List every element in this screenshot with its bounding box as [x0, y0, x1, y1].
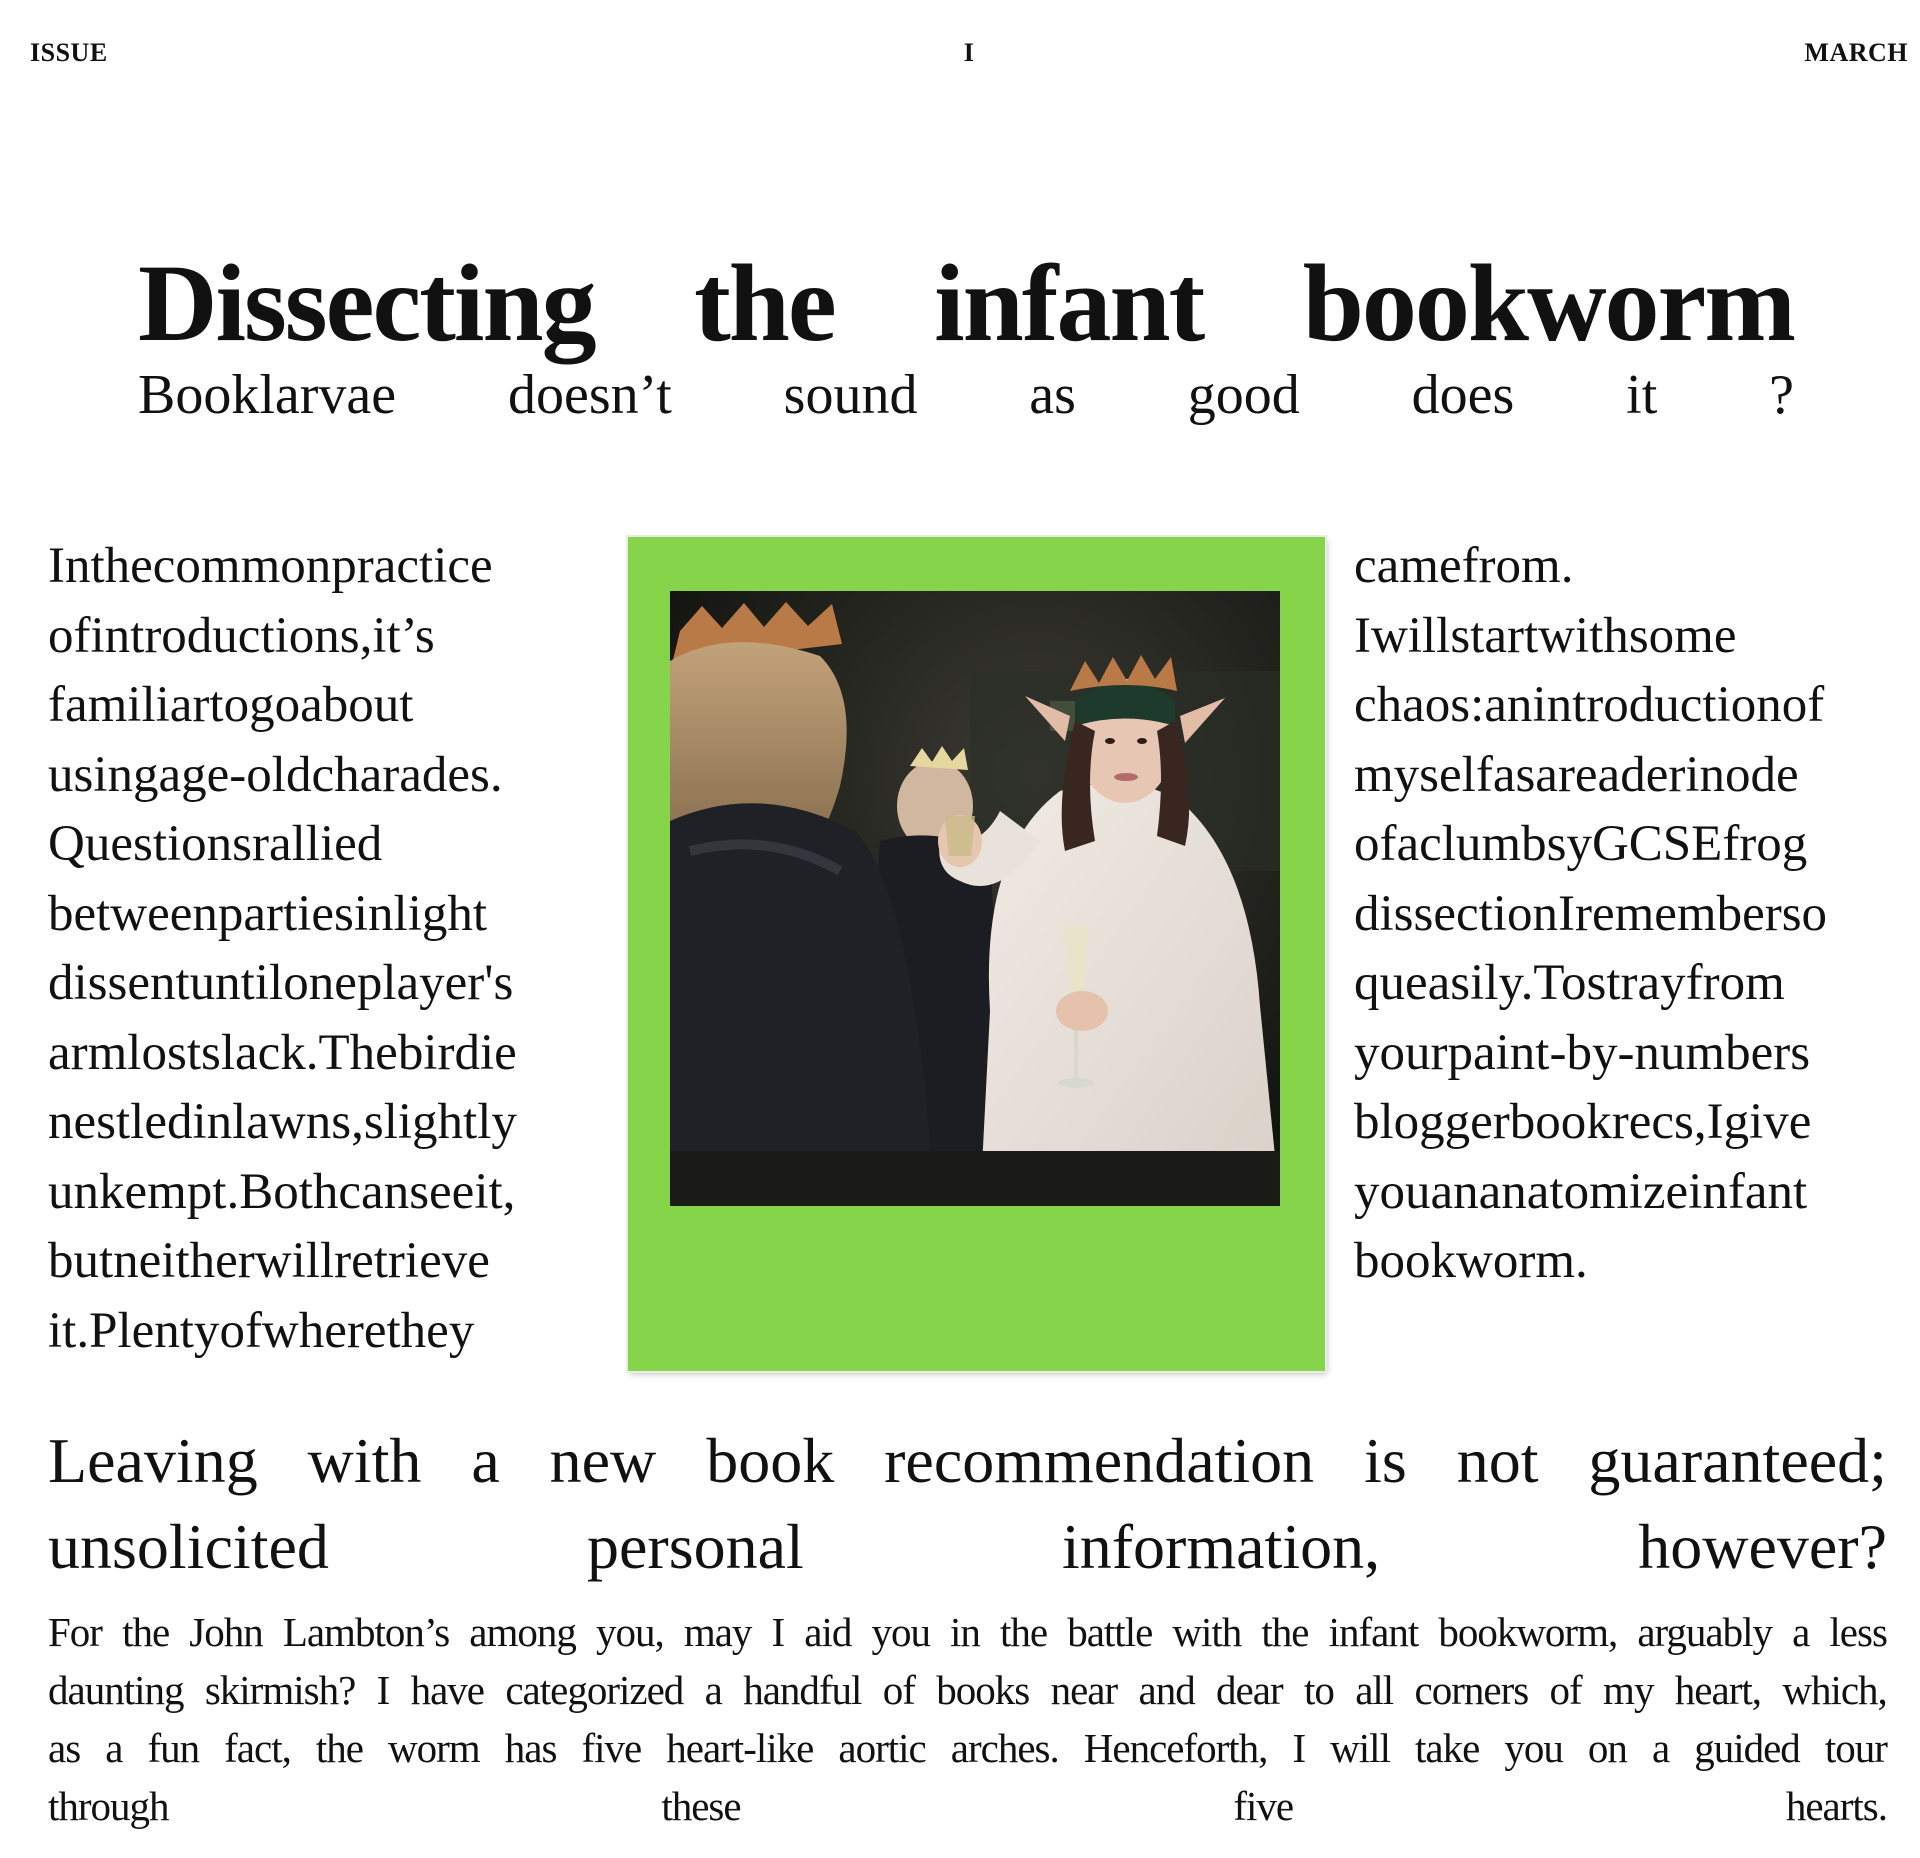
word: arches. — [950, 1725, 1059, 1771]
word: less — [1829, 1609, 1887, 1655]
word: tour — [1824, 1725, 1887, 1771]
word: five — [1233, 1783, 1294, 1829]
word: books — [936, 1667, 1030, 1713]
subtitle-word: sound — [783, 364, 918, 426]
pull-quote — [48, 1418, 1887, 1590]
text-line: chaos:anintroductionof — [1354, 677, 1825, 733]
word: John — [189, 1609, 263, 1655]
word: have — [410, 1667, 485, 1713]
title-word: the — [694, 242, 835, 364]
subtitle-word: good — [1187, 364, 1300, 426]
text-line: familiartogoabout — [48, 677, 414, 733]
text-line: myselfasareaderinode — [1354, 746, 1799, 803]
word: recommendation — [884, 1425, 1315, 1496]
word: you — [871, 1609, 930, 1655]
word: the — [122, 1609, 170, 1655]
word: fun — [147, 1725, 200, 1771]
word: Henceforth, — [1083, 1725, 1268, 1771]
text-line: usingage-oldcharades. — [48, 746, 503, 803]
word: categorized — [505, 1667, 684, 1713]
word: which, — [1782, 1667, 1887, 1713]
body-line — [48, 1661, 1887, 1719]
word: book — [706, 1425, 835, 1496]
word: Leaving — [48, 1425, 258, 1496]
text-line: camefrom. — [1354, 538, 1574, 594]
spaced-letter: o — [1379, 1233, 1405, 1289]
word: through — [48, 1783, 169, 1829]
word: in — [950, 1609, 980, 1655]
spaced-letter: . — [1575, 1233, 1588, 1289]
word: For — [48, 1609, 102, 1655]
issue-label: ISSUE — [30, 38, 108, 67]
word: arguably — [1637, 1609, 1773, 1655]
right-text-column — [1354, 532, 1887, 1297]
word: aid — [804, 1609, 852, 1655]
spaced-letter: b — [1354, 1233, 1380, 1289]
word: you — [1504, 1725, 1563, 1771]
spaced-letter: o — [1492, 1233, 1519, 1289]
text-line: youananatomizeinfant — [1354, 1163, 1808, 1220]
word: of — [882, 1667, 915, 1713]
text-line: Inthecommonpractice — [48, 538, 493, 594]
text-line: Questionsrallied — [48, 816, 383, 872]
subtitle-word: as — [1029, 364, 1076, 426]
word: unsolicited — [48, 1511, 329, 1582]
text-line: yourpaint-by-numbers — [1354, 1024, 1811, 1081]
word: with — [1172, 1609, 1242, 1655]
word: corners — [1414, 1667, 1529, 1713]
issue-header — [30, 38, 1908, 68]
word: five — [581, 1725, 642, 1771]
word: may — [683, 1609, 752, 1655]
text-line: dissentuntiloneplayer's — [48, 955, 514, 1011]
title-word: infant — [934, 242, 1204, 364]
text-line: betweenpartiesinlight — [48, 885, 488, 942]
word: near — [1050, 1667, 1118, 1713]
pull-quote-line — [48, 1418, 1887, 1504]
text-line: butneitherwillretrieve — [48, 1233, 490, 1289]
subtitle-word: it — [1626, 364, 1658, 426]
word: is — [1364, 1425, 1407, 1496]
word: battle — [1067, 1609, 1153, 1655]
word: I — [771, 1609, 785, 1655]
issue-month: MARCH — [1804, 38, 1908, 67]
pull-quote-line — [48, 1504, 1887, 1590]
word: heart-like — [666, 1725, 814, 1771]
word: of — [1549, 1667, 1582, 1713]
spaced-letter: w — [1456, 1233, 1493, 1289]
text-line: Iwillstartwithsome — [1354, 607, 1737, 664]
left-text-column — [48, 532, 582, 1366]
spaced-letter: o — [1405, 1233, 1431, 1289]
subtitle-word: doesn’t — [507, 364, 672, 426]
word: infant — [1328, 1609, 1419, 1655]
word: will — [1330, 1725, 1390, 1771]
word: you, — [595, 1609, 664, 1655]
word: the — [1261, 1609, 1309, 1655]
word: bookworm, — [1438, 1609, 1618, 1655]
spaced-letter: k — [1430, 1233, 1456, 1289]
text-line: armlostslack.Thebirdie — [48, 1024, 517, 1081]
word: with — [307, 1425, 422, 1496]
polaroid-photo — [628, 537, 1325, 1371]
word: I — [1292, 1725, 1306, 1771]
word: a — [1792, 1609, 1810, 1655]
word: take — [1415, 1725, 1480, 1771]
title-word: bookworm — [1302, 242, 1794, 364]
word: information, — [1061, 1511, 1381, 1582]
word: the — [1000, 1609, 1048, 1655]
photo-illustration — [670, 591, 1280, 1206]
subtitle-word: Booklarvae — [138, 364, 397, 426]
text-line: ofaclumbsyGCSEfrog — [1354, 816, 1808, 872]
spaced-letter: r — [1518, 1233, 1536, 1289]
issue-number: I — [963, 38, 975, 67]
word: the — [315, 1725, 363, 1771]
text-line: nestledinlawns,slightly — [48, 1094, 517, 1150]
word: however? — [1638, 1511, 1887, 1582]
text-line: unkempt.Bothcanseeit, — [48, 1163, 516, 1220]
subtitle-word: ? — [1769, 364, 1794, 426]
word: personal — [586, 1511, 804, 1582]
word: new — [549, 1425, 657, 1496]
text-line: it.Plentyofwherethey — [48, 1302, 475, 1359]
word: a — [1651, 1725, 1670, 1771]
word: worm — [388, 1725, 480, 1771]
spaced-word-line — [1354, 1227, 1887, 1297]
body-line — [48, 1719, 1887, 1777]
word: a — [704, 1667, 722, 1713]
word: dear — [1216, 1667, 1283, 1713]
word: among — [469, 1609, 576, 1655]
word: on — [1587, 1725, 1627, 1771]
word: all — [1355, 1667, 1394, 1713]
word: not — [1456, 1425, 1539, 1496]
article-title — [138, 238, 1794, 368]
word: to — [1303, 1667, 1334, 1713]
body-paragraph — [48, 1603, 1887, 1835]
word: fact, — [224, 1725, 291, 1771]
word: and — [1138, 1667, 1195, 1713]
word: my — [1603, 1667, 1654, 1713]
word: aortic — [838, 1725, 926, 1771]
word: skirmish? — [204, 1667, 356, 1713]
word: these — [661, 1783, 741, 1829]
spaced-letter: m — [1535, 1233, 1575, 1289]
text-line: dissectionIrememberso — [1354, 885, 1828, 942]
word: daunting — [48, 1667, 184, 1713]
article-subtitle — [138, 360, 1794, 430]
word: a — [471, 1425, 500, 1496]
title-word: Dissecting — [138, 242, 595, 364]
word: as — [48, 1725, 81, 1771]
word: guided — [1694, 1725, 1800, 1771]
party-photo-image — [670, 591, 1280, 1206]
body-line — [48, 1777, 1887, 1835]
word: a — [105, 1725, 123, 1771]
text-line: bloggerbookrecs,Igive — [1354, 1094, 1812, 1150]
word: Lambton’s — [282, 1609, 450, 1655]
word: I — [376, 1667, 390, 1713]
word: heart, — [1674, 1667, 1761, 1713]
subtitle-word: does — [1411, 364, 1515, 426]
text-line: queasily.Tostrayfrom — [1354, 955, 1785, 1011]
word: guaranteed; — [1588, 1425, 1887, 1496]
word: has — [504, 1725, 557, 1771]
word: hearts. — [1785, 1783, 1887, 1829]
word: handful — [743, 1667, 862, 1713]
body-line — [48, 1603, 1887, 1661]
text-line: ofintroductions,it’s — [48, 607, 435, 664]
